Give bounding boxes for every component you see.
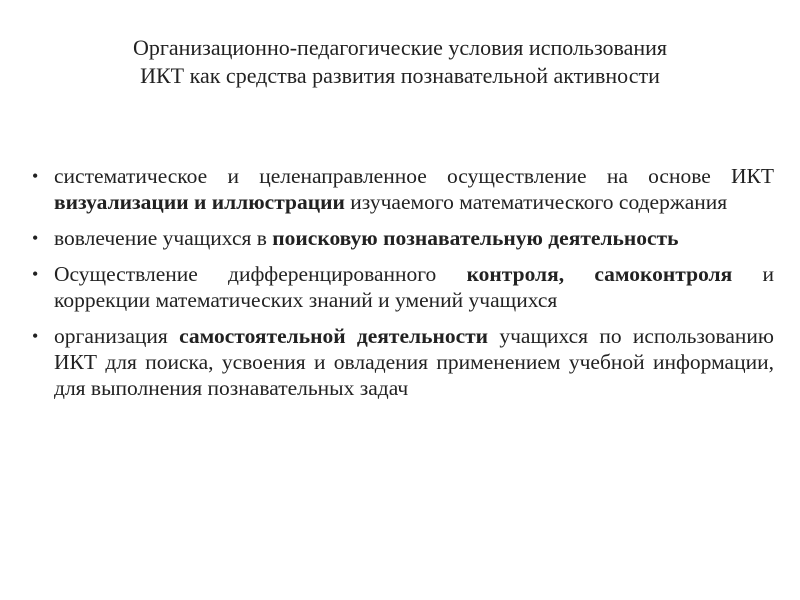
slide-title	[40, 34, 760, 90]
list-item	[26, 323, 774, 401]
list-item	[26, 163, 774, 215]
list-item	[26, 225, 774, 251]
slide-title-line-1: Организационно-педагогические условия использования	[132, 35, 668, 60]
bullet-icon: •	[32, 326, 39, 346]
item-text: систематическое и целенаправленное осуществление на основе ИКТ	[54, 164, 774, 188]
bullet-icon: •	[32, 264, 39, 284]
list-item	[26, 261, 774, 313]
item-text-bold: визуализации и иллюстрации	[54, 190, 345, 214]
item-text: и коррекции математических знаний и умений учащихся	[54, 262, 774, 312]
item-text: вовлечение учащихся в	[54, 226, 273, 250]
bullet-icon: •	[32, 166, 39, 186]
item-text-bold: поисковую познавательную деятельность	[272, 226, 679, 250]
slide-title-line-2: ИКТ как средства развития познавательной активности	[140, 63, 660, 88]
item-text-bold: контроля, самоконтроля	[466, 262, 733, 286]
item-text: учащихся по использованию ИКТ для поиска, усвоения и овладения применением учебной информации, для выполнения познавательных задач	[54, 324, 774, 400]
item-text: Осуществление дифференцированного	[54, 262, 467, 286]
item-text: изучаемого математического содержания	[344, 190, 728, 214]
bullet-icon: •	[32, 228, 39, 248]
item-text-bold: самостоятельной деятельности	[179, 324, 489, 348]
bullet-list	[26, 163, 774, 411]
item-text: организация	[54, 324, 180, 348]
